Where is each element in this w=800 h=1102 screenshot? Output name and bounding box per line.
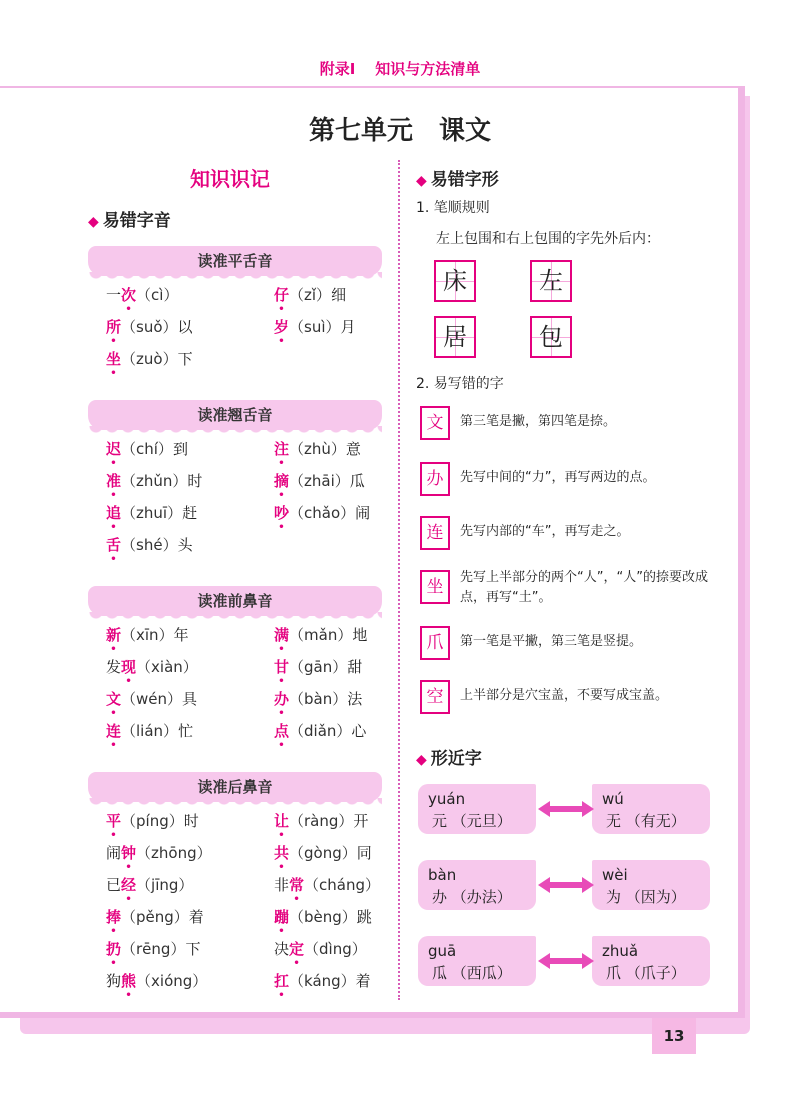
- word-suffix: 地: [352, 626, 368, 644]
- key-char: 迟: [106, 440, 122, 458]
- section-title: 知识识记: [190, 167, 270, 191]
- word-prefix: 发: [106, 658, 122, 676]
- word-prefix: 狗: [106, 972, 122, 990]
- key-char: 仔: [274, 286, 290, 304]
- pinyin: （chí）: [121, 440, 173, 458]
- pinyin: （káng）: [289, 972, 356, 990]
- word-item: [274, 874, 380, 895]
- word-item: [106, 688, 197, 709]
- key-char: 定: [289, 940, 305, 958]
- word-suffix: 心: [351, 722, 367, 740]
- char-note: 第一笔是平撇，第三笔是竖提。: [460, 634, 643, 649]
- pinyin: （gān）: [289, 658, 348, 676]
- header-appendix: 附录Ⅰ: [319, 60, 356, 78]
- key-char: 钟: [121, 844, 137, 862]
- word-suffix: 意: [345, 440, 361, 458]
- diamond-icon: ◆: [88, 214, 99, 230]
- key-char: 追: [106, 504, 122, 522]
- tian-grid-char: 左: [530, 260, 572, 302]
- word-item: [106, 624, 189, 645]
- word-item: [274, 316, 356, 337]
- sub-title-text: 形近字: [430, 749, 482, 769]
- pinyin: （shé）: [121, 536, 178, 554]
- word-item: [106, 874, 193, 895]
- key-char: 让: [274, 812, 290, 830]
- similar-char-left: [418, 936, 536, 986]
- pinyin: guā: [428, 942, 457, 960]
- page-number: 13: [652, 1018, 696, 1054]
- pinyin: （xióng）: [136, 972, 208, 990]
- word-suffix: 开: [353, 812, 369, 830]
- word-item: [106, 534, 193, 555]
- pinyin: （zhù）: [289, 440, 346, 458]
- key-char: 现: [121, 658, 137, 676]
- key-char: 岁: [274, 318, 290, 336]
- char-box: 文: [420, 406, 450, 440]
- pinyin: wú: [602, 790, 624, 808]
- key-char: 吵: [274, 504, 290, 522]
- key-char: 点: [274, 722, 290, 740]
- word-item: [274, 842, 372, 863]
- word-suffix: 具: [182, 690, 198, 708]
- word-item: [274, 970, 371, 991]
- key-char: 常: [289, 876, 305, 894]
- word-suffix: 赶: [182, 504, 198, 522]
- pinyin: （zhāi）: [289, 472, 350, 490]
- word-item: [274, 938, 367, 959]
- word-suffix: 着: [188, 908, 204, 926]
- word-suffix: 法: [347, 690, 363, 708]
- tian-grid-char: 居: [434, 316, 476, 358]
- sub-title-text: 易错字形: [430, 170, 499, 190]
- similar-char-right: [592, 936, 710, 986]
- pinyin: （zhōng）: [136, 844, 212, 862]
- key-char: 连: [106, 722, 122, 740]
- pinyin: （rēng）: [121, 940, 186, 958]
- pinyin: wèi: [602, 866, 628, 884]
- char-box: 爪: [420, 626, 450, 660]
- word-suffix: 月: [340, 318, 356, 336]
- word-suffix: 忙: [178, 722, 194, 740]
- word-item: [274, 688, 362, 709]
- pinyin: （lián）: [121, 722, 179, 740]
- word-suffix: 时: [183, 812, 199, 830]
- pinyin: （jīng）: [136, 876, 194, 894]
- char-word: 为 （因为）: [606, 888, 686, 906]
- char-word: 爪 （爪子）: [606, 964, 686, 982]
- key-char: 新: [106, 626, 122, 644]
- pinyin: （zhǔn）: [121, 472, 188, 490]
- similar-char-right: [592, 784, 710, 834]
- rule-heading: 1. 笔顺规则: [416, 200, 490, 216]
- word-item: [106, 502, 197, 523]
- word-prefix: 决: [274, 940, 290, 958]
- pinyin: （bèng）: [289, 908, 357, 926]
- key-char: 次: [121, 286, 137, 304]
- group-band: 读准翘舌音: [88, 400, 382, 430]
- sub-title-glyph: [416, 165, 499, 190]
- word-suffix: 下: [185, 940, 201, 958]
- pinyin: （wén）: [121, 690, 183, 708]
- word-item: [106, 316, 193, 337]
- key-char: 准: [106, 472, 122, 490]
- pinyin: （xiàn）: [136, 658, 198, 676]
- key-char: 捧: [106, 908, 122, 926]
- word-suffix: 以: [177, 318, 193, 336]
- pinyin: （xīn）: [121, 626, 174, 644]
- key-char: 经: [121, 876, 137, 894]
- pinyin: （suǒ）: [121, 318, 178, 336]
- word-item: [274, 624, 367, 645]
- pinyin: （cì）: [136, 286, 179, 304]
- diamond-icon: ◆: [416, 173, 427, 189]
- word-item: [274, 284, 346, 305]
- word-item: [106, 970, 207, 991]
- pinyin: （bàn）: [289, 690, 348, 708]
- unit-title: 第七单元 课文: [308, 116, 491, 146]
- word-item: [274, 502, 370, 523]
- word-item: [106, 906, 204, 927]
- pinyin: （dìng）: [304, 940, 367, 958]
- word-item: [106, 938, 200, 959]
- key-char: 坐: [106, 350, 122, 368]
- word-item: [274, 656, 362, 677]
- sub-title-text: 易错字音: [102, 211, 171, 231]
- word-item: [274, 720, 366, 741]
- pinyin: （píng）: [121, 812, 184, 830]
- similar-char-left: [418, 860, 536, 910]
- key-char: 甘: [274, 658, 290, 676]
- word-item: [106, 810, 199, 831]
- word-item: [106, 284, 178, 305]
- key-char: 办: [274, 690, 290, 708]
- similar-char-right: [592, 860, 710, 910]
- pinyin: （zuò）: [121, 350, 178, 368]
- diamond-icon: ◆: [416, 752, 427, 768]
- word-suffix: 瓜: [349, 472, 365, 490]
- word-suffix: 年: [173, 626, 189, 644]
- key-char: 所: [106, 318, 122, 336]
- word-item: [106, 842, 212, 863]
- word-suffix: 到: [172, 440, 188, 458]
- key-char: 扛: [274, 972, 290, 990]
- pinyin: （suì）: [289, 318, 341, 336]
- char-box: 坐: [420, 570, 450, 604]
- char-note: 先写内部的“车”，再写走之。: [460, 524, 630, 539]
- char-word: 瓜 （西瓜）: [432, 964, 512, 982]
- word-prefix: 已: [106, 876, 122, 894]
- page-header: [0, 58, 800, 79]
- sub-title-pronunciation: [88, 206, 171, 231]
- word-item: [274, 438, 361, 459]
- word-item: [106, 438, 188, 459]
- key-char: 平: [106, 812, 122, 830]
- word-suffix: 时: [187, 472, 203, 490]
- pinyin: （zhuī）: [121, 504, 183, 522]
- char-word: 办 （办法）: [432, 888, 512, 906]
- pinyin: （diǎn）: [289, 722, 352, 740]
- key-char: 蹦: [274, 908, 290, 926]
- word-item: [274, 906, 372, 927]
- char-note: 先写中间的“力”，再写两边的点。: [460, 470, 656, 485]
- double-arrow-icon: [538, 953, 594, 969]
- char-note: 先写上半部分的两个“人”，“人”的捺要改成点，再写“土”。: [460, 570, 708, 605]
- tian-grid-char: 包: [530, 316, 572, 358]
- pinyin: （chǎo）: [289, 504, 356, 522]
- key-char: 熊: [121, 972, 137, 990]
- word-item: [106, 656, 198, 677]
- char-word: 无 （有无）: [606, 812, 686, 830]
- word-item: [106, 470, 202, 491]
- double-arrow-icon: [538, 877, 594, 893]
- similar-char-left: [418, 784, 536, 834]
- char-note: 第三笔是撇，第四笔是捺。: [460, 414, 617, 429]
- tian-grid-char: 床: [434, 260, 476, 302]
- group-band: 读准平舌音: [88, 246, 382, 276]
- pinyin: （ràng）: [289, 812, 354, 830]
- pinyin: （mǎn）: [289, 626, 353, 644]
- char-box: 连: [420, 516, 450, 550]
- easy-heading: 2. 易写错的字: [416, 376, 504, 392]
- key-char: 共: [274, 844, 290, 862]
- word-suffix: 闹: [355, 504, 371, 522]
- double-arrow-icon: [538, 801, 594, 817]
- pinyin: （zǐ）: [289, 286, 332, 304]
- word-suffix: 同: [356, 844, 372, 862]
- word-suffix: 甜: [347, 658, 363, 676]
- group-band: 读准前鼻音: [88, 586, 382, 616]
- word-suffix: 跳: [356, 908, 372, 926]
- char-note: 上半部分是穴宝盖，不要写成宝盖。: [460, 688, 669, 703]
- pinyin: bàn: [428, 866, 457, 884]
- word-suffix: 着: [355, 972, 371, 990]
- key-char: 满: [274, 626, 290, 644]
- word-prefix: 非: [274, 876, 290, 894]
- word-prefix: 闹: [106, 844, 122, 862]
- char-box: 空: [420, 680, 450, 714]
- word-prefix: 一: [106, 286, 122, 304]
- pinyin: （gòng）: [289, 844, 357, 862]
- word-suffix: 下: [177, 350, 193, 368]
- header-section: 知识与方法清单: [375, 60, 481, 78]
- column-divider: [398, 160, 400, 1000]
- key-char: 文: [106, 690, 122, 708]
- word-item: [106, 348, 193, 369]
- word-suffix: 细: [331, 286, 347, 304]
- pinyin: zhuǎ: [602, 942, 639, 960]
- word-item: [106, 720, 193, 741]
- key-char: 摘: [274, 472, 290, 490]
- key-char: 扔: [106, 940, 122, 958]
- rule-text: 左上包围和右上包围的字先外后内：: [436, 231, 660, 247]
- key-char: 注: [274, 440, 290, 458]
- sub-title-similar: [416, 744, 482, 769]
- word-item: [274, 810, 368, 831]
- char-word: 元 （元旦）: [432, 812, 512, 830]
- key-char: 舌: [106, 536, 122, 554]
- pinyin: （cháng）: [304, 876, 381, 894]
- group-band: 读准后鼻音: [88, 772, 382, 802]
- char-box: 办: [420, 462, 450, 496]
- word-item: [274, 470, 365, 491]
- pinyin: （pěng）: [121, 908, 189, 926]
- word-suffix: 头: [177, 536, 193, 554]
- pinyin: yuán: [428, 790, 466, 808]
